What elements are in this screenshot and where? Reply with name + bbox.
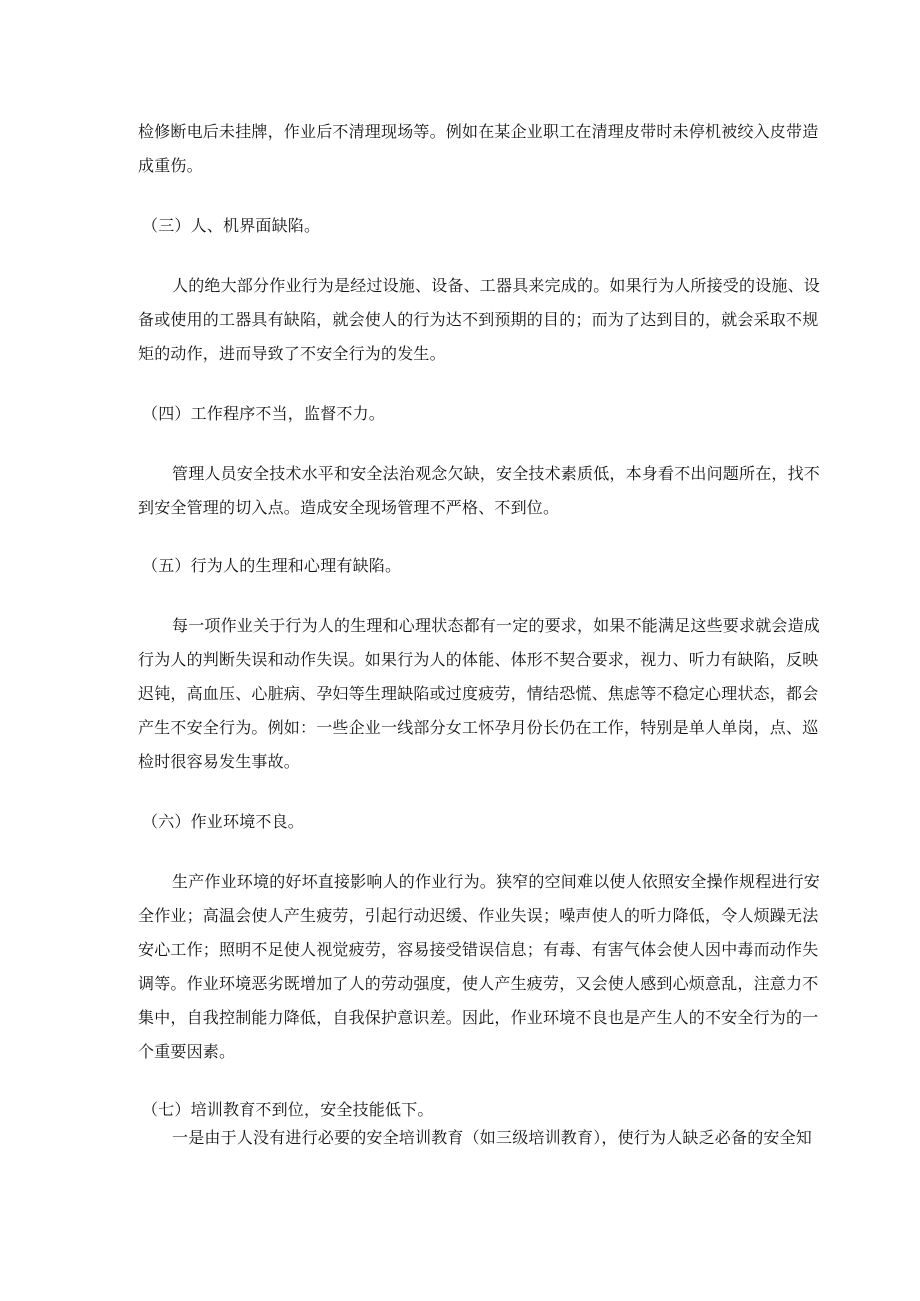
paragraph-line: 管理人员安全技术水平和安全法治观念欠缺，安全技术素质低，本身看不出问题所在，找不 [172, 464, 821, 483]
paragraph-line: 调等。作业环境恶劣既增加了人的劳动强度，使人产生疲劳，又会使人感到心烦意乱，注意力不 [138, 974, 819, 993]
paragraph-line: 检修断电后未挂牌，作业后不清理现场等。例如在某企业职工在清理皮带时未停机被绞入皮带造 [138, 122, 819, 141]
paragraph-line: 行为人的判断失误和动作失误。如果行为人的体能、体形不契合要求，视力、听力有缺陷，反映 [138, 650, 819, 669]
paragraph-line: 个重要因素。 [138, 1042, 236, 1061]
paragraph-line: 矩的动作，进而导致了不安全行为的发生。 [138, 344, 446, 363]
paragraph-line: 人的绝大部分作业行为是经过设施、设备、工器具来完成的。如果行为人所接受的设施、设 [172, 276, 821, 295]
paragraph-line: 全作业；高温会使人产生疲劳，引起行动迟缓、作业失误；噪声使人的听力降低，令人烦躁无法 [138, 906, 819, 925]
paragraph-line: 生产作业环境的好坏直接影响人的作业行为。狭窄的空间难以使人依照安全操作规程进行安 [172, 872, 821, 891]
section-heading: （七）培训教育不到位，安全技能低下。 [142, 1100, 434, 1119]
section-heading: （三）人、机界面缺陷。 [142, 216, 321, 235]
paragraph-line: 到安全管理的切入点。造成安全现场管理不严格、不到位。 [138, 498, 560, 517]
section-heading: （四）工作程序不当，监督不力。 [142, 404, 386, 423]
paragraph-line: 备或使用的工器具有缺陷，就会使人的行为达不到预期的目的；而为了达到目的，就会采取不规 [138, 310, 819, 329]
paragraph-line: 成重伤。 [138, 156, 203, 175]
paragraph-line: 集中，自我控制能力降低，自我保护意识差。因此，作业环境不良也是产生人的不安全行为的一 [138, 1008, 819, 1027]
paragraph-line: 安心工作；照明不足使人视觉疲劳，容易接受错误信息；有毒、有害气体会使人因中毒而动作失 [138, 940, 819, 959]
paragraph-line: 产生不安全行为。例如：一些企业一线部分女工怀孕月份长仍在工作，特别是单人单岗，点、巡 [138, 718, 819, 737]
paragraph-line: 迟钝，高血压、心脏病、孕妇等生理缺陷或过度疲劳，情结恐慌、焦虑等不稳定心理状态，都会 [138, 684, 819, 703]
paragraph-line: 一是由于人没有进行必要的安全培训教育（如三级培训教育），使行为人缺乏必备的安全知 [172, 1128, 813, 1147]
paragraph-line: 检时很容易发生事故。 [138, 752, 301, 771]
section-heading: （六）作业环境不良。 [142, 812, 305, 831]
paragraph-line: 每一项作业关于行为人的生理和心理状态都有一定的要求，如果不能满足这些要求就会造成 [172, 616, 821, 635]
section-heading: （五）行为人的生理和心理有缺陷。 [142, 556, 402, 575]
